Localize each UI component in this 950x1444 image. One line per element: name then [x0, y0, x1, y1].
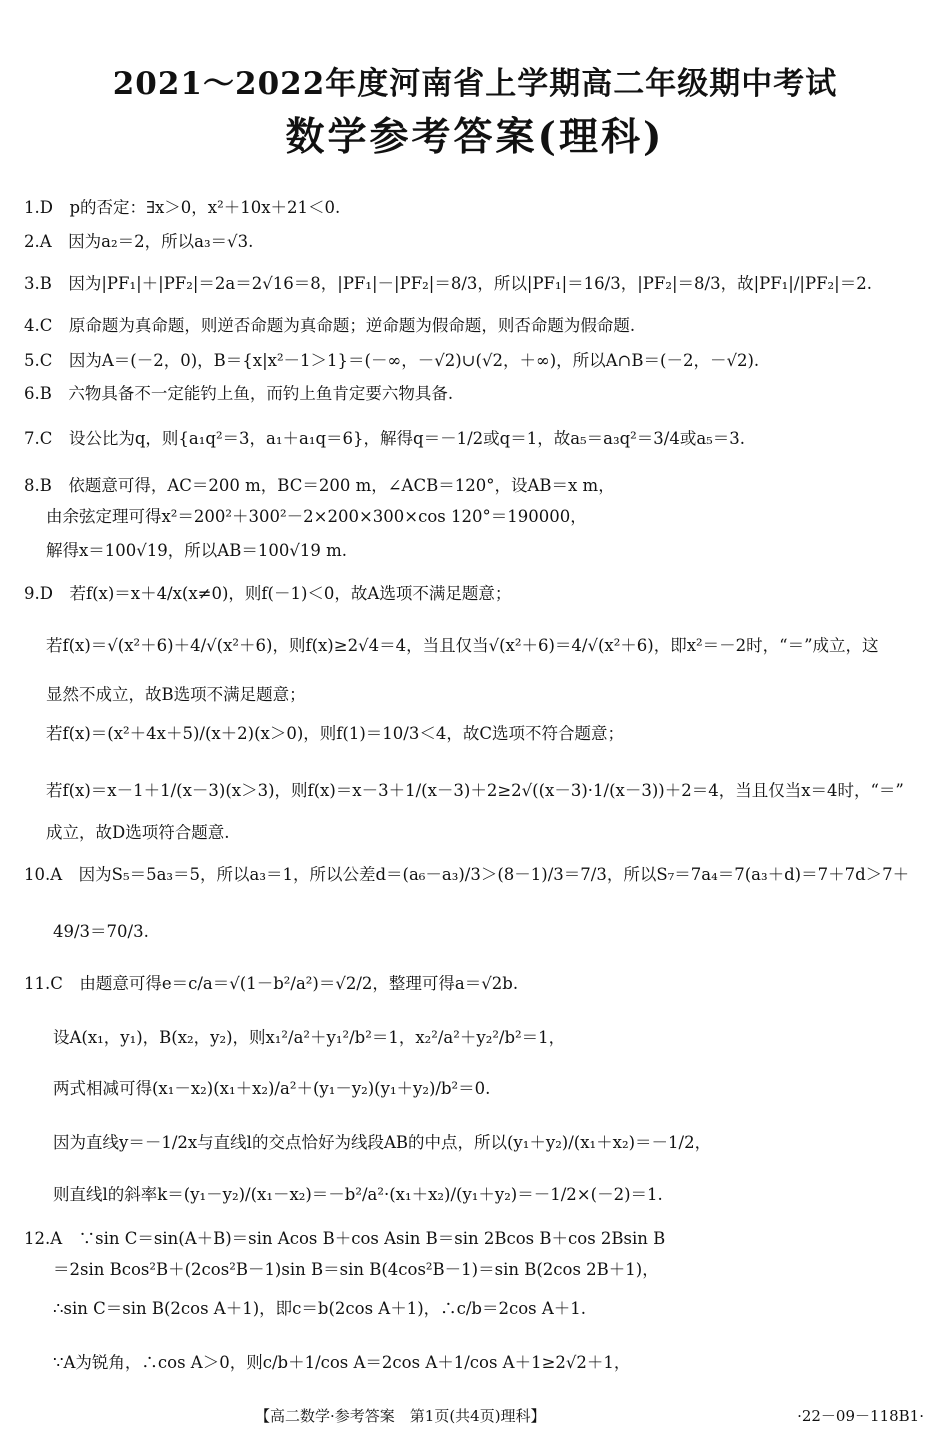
footer-code: ·22－09－118B1·: [797, 1407, 924, 1425]
answer-line: 若f(x)＝x－1＋1/(x－3)(x＞3)，则f(x)＝x－3＋1/(x－3)＋2≥2√((x－3)·1/(x－3))＋2＝4，当且仅当x＝4时，“＝”: [46, 781, 904, 800]
answer-line: 解得x＝100√19，所以AB＝100√19 m.: [46, 541, 347, 560]
answer-line: 6.B 六物具备不一定能钓上鱼，而钓上鱼肯定要六物具备.: [24, 384, 454, 403]
answer-line: 两式相减可得(x₁－x₂)(x₁＋x₂)/a²＋(y₁－y₂)(y₁＋y₂)/b²＝0.: [53, 1079, 491, 1098]
answer-line: 成立，故D选项符合题意.: [46, 823, 230, 842]
footer-label: 【高二数学·参考答案 第1页(共4页)理科】: [255, 1407, 546, 1425]
answer-line: 11.C 由题意可得e＝c/a＝√(1－b²/a²)＝√2/2，整理可得a＝√2b.: [24, 974, 519, 993]
answer-line: 10.A 因为S₅＝5a₃＝5，所以a₃＝1，所以公差d＝(a₆－a₃)/3＞(8－1)/3＝7/3，所以S₇＝7a₄＝7(a₃＋d)＝7＋7d＞7＋: [24, 865, 910, 884]
answer-line: 9.D 若f(x)＝x＋4/x(x≠0)，则f(－1)＜0，故A选项不满足题意；: [24, 584, 512, 603]
answer-line: 2.A 因为a₂＝2，所以a₃＝√3.: [24, 232, 254, 251]
answer-line: 则直线l的斜率k＝(y₁－y₂)/(x₁－x₂)＝－b²/a²·(x₁＋x₂)/(y₁＋y₂)＝－1/2×(－2)＝1.: [53, 1185, 663, 1204]
answer-line: 12.A ∵sin C＝sin(A＋B)＝sin Acos B＋cos Asin B＝sin 2Bcos B＋cos 2Bsin B: [24, 1229, 666, 1248]
answer-line: 若f(x)＝(x²＋4x＋5)/(x＋2)(x＞0)，则f(1)＝10/3＜4，故C选项不符合题意；: [46, 724, 624, 743]
answer-line: 若f(x)＝√(x²＋6)＋4/√(x²＋6)，则f(x)≥2√4＝4，当且仅当√(x²＋6)＝4/√(x²＋6)，即x²＝－2时，“＝”成立，这: [46, 636, 879, 655]
answer-line: 4.C 原命题为真命题，则逆否命题为真命题；逆命题为假命题，则否命题为假命题.: [24, 316, 636, 335]
exam-title: 2021～2022年度河南省上学期高二年级期中考试: [112, 66, 838, 102]
answer-line: 3.B 因为|PF₁|＋|PF₂|＝2a＝2√16＝8，|PF₁|－|PF₂|＝8/3，所以|PF₁|＝16/3，|PF₂|＝8/3，故|PF₁|/|PF₂|＝2.: [24, 274, 872, 293]
answer-line: ∴sin C＝sin B(2cos A＋1)，即c＝b(2cos A＋1)，∴c/b＝2cos A＋1.: [53, 1299, 587, 1318]
answer-line: 因为直线y＝－1/2x与直线l的交点恰好为线段AB的中点，所以(y₁＋y₂)/(x₁＋x₂)＝－1/2，: [53, 1133, 712, 1152]
answer-line: 8.B 依题意可得，AC＝200 m，BC＝200 m，∠ACB＝120°，设AB＝x m，: [24, 476, 615, 495]
answer-title: 数学参考答案(理科): [285, 114, 665, 160]
answer-line: 7.C 设公比为q，则{a₁q²＝3，a₁＋a₁q＝6}，解得q＝－1/2或q＝1，故a₅＝a₃q²＝3/4或a₅＝3.: [24, 429, 746, 448]
answer-line: ∵A为锐角，∴cos A＞0，则c/b＋1/cos A＝2cos A＋1/cos A＋1≥2√2＋1，: [53, 1353, 631, 1372]
answer-line: 由余弦定理可得x²＝200²＋300²－2×200×300×cos 120°＝190000，: [46, 507, 587, 526]
answer-line: 5.C 因为A＝(－2，0)，B＝{x|x²－1＞1}＝(－∞，－√2)∪(√2，＋∞)，所以A∩B＝(－2，－√2).: [24, 351, 760, 370]
answer-line: 显然不成立，故B选项不满足题意；: [46, 685, 306, 704]
answer-line: 49/3＝70/3.: [53, 922, 149, 941]
answer-line: 设A(x₁，y₁)，B(x₂，y₂)，则x₁²/a²＋y₁²/b²＝1，x₂²/a²＋y₂²/b²＝1，: [53, 1028, 566, 1047]
answer-line: 1.D p的否定：∃x＞0，x²＋10x＋21＜0.: [24, 198, 341, 217]
answer-line: ＝2sin Bcos²B＋(2cos²B－1)sin B＝sin B(4cos²B－1)＝sin B(2cos 2B＋1)，: [53, 1260, 659, 1279]
